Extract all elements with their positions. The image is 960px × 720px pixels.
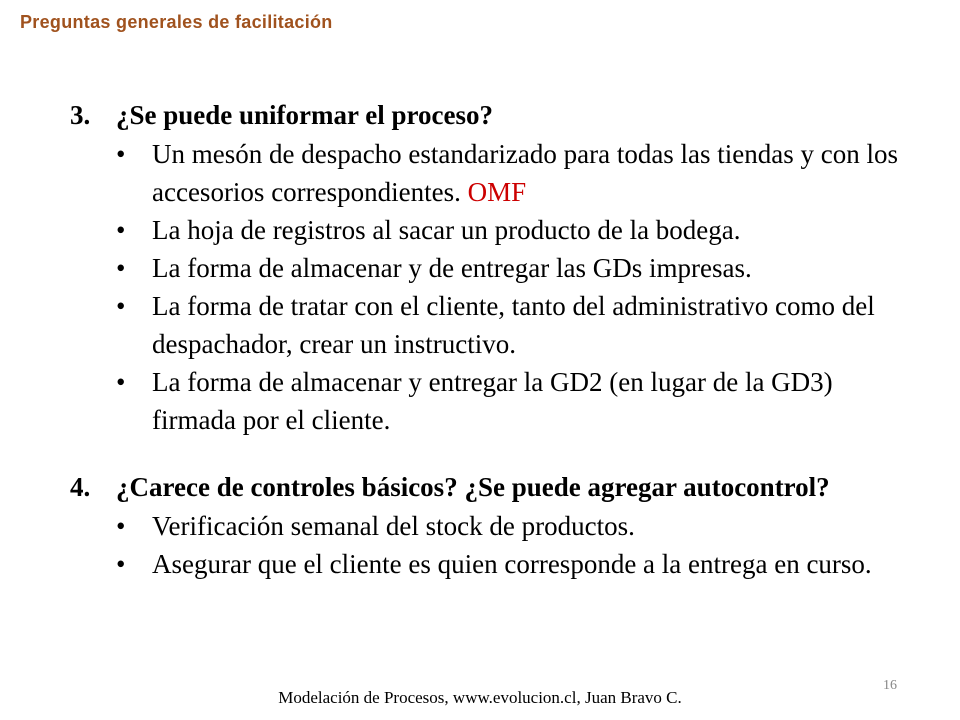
- bullet-icon: •: [116, 511, 126, 541]
- bullet-text: La hoja de registros al sacar un producto de la bodega.: [152, 215, 741, 245]
- bullet-text: Asegurar que el cliente es quien corresponde a la entrega en curso.: [152, 549, 872, 579]
- section-4: [70, 467, 910, 583]
- section-number: 4.: [70, 472, 91, 502]
- section-question: [70, 467, 910, 507]
- bullet-item: [70, 545, 910, 583]
- bullet-item: [70, 249, 910, 287]
- question-text: ¿Carece de controles básicos? ¿Se puede agregar autocontrol?: [116, 472, 830, 502]
- slide-title: Preguntas generales de facilitación: [20, 12, 333, 32]
- bullet-icon: •: [116, 367, 126, 397]
- bullet-list: [70, 135, 910, 439]
- bullet-text: Verificación semanal del stock de productos.: [152, 511, 635, 541]
- bullet-text: La forma de almacenar y entregar la GD2 (en lugar de la GD3) firmada por el cliente.: [152, 367, 833, 435]
- section-3: [70, 95, 910, 439]
- accent-tag: OMF: [467, 177, 527, 207]
- bullet-text: La forma de tratar con el cliente, tanto del administrativo como del despachador, crear un instructivo.: [152, 291, 875, 359]
- bullet-icon: •: [116, 291, 126, 321]
- slide-content: [70, 95, 910, 583]
- bullet-icon: •: [116, 549, 126, 579]
- bullet-item: [70, 135, 910, 211]
- bullet-item: [70, 507, 910, 545]
- bullet-item: [70, 287, 910, 363]
- bullet-text: La forma de almacenar y de entregar las GDs impresas.: [152, 253, 752, 283]
- slide-footer: Modelación de Procesos, www.evolucion.cl, Juan Bravo C.: [278, 688, 682, 707]
- section-number: 3.: [70, 100, 91, 130]
- bullet-list: [70, 507, 910, 583]
- bullet-text: Un mesón de despacho estandarizado para todas las tiendas y con los accesorios correspondientes.: [152, 139, 899, 207]
- bullet-icon: •: [116, 215, 126, 245]
- bullet-item: [70, 363, 910, 439]
- bullet-icon: •: [116, 253, 126, 283]
- bullet-item: [70, 211, 910, 249]
- section-spacer: [70, 439, 910, 467]
- section-question: [70, 95, 910, 135]
- page-number: 16: [883, 678, 897, 693]
- question-text: ¿Se puede uniformar el proceso?: [116, 100, 493, 130]
- bullet-icon: •: [116, 139, 126, 169]
